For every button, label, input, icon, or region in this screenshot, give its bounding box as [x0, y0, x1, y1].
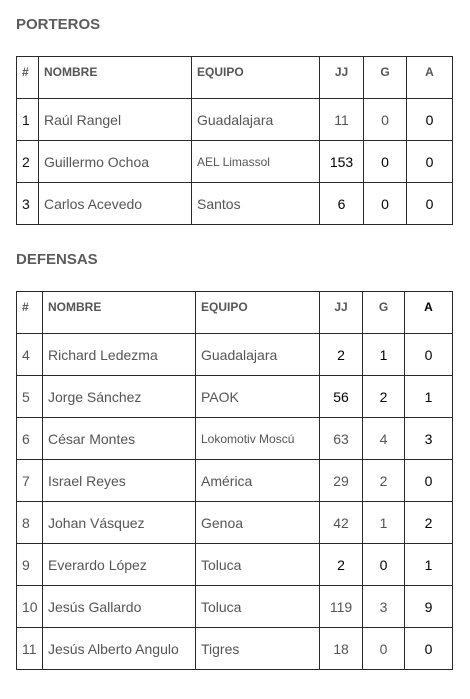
player-a: 3: [405, 418, 453, 460]
player-g: 4: [363, 418, 405, 460]
player-team: Guadalajara: [192, 99, 320, 141]
player-name: Everardo López: [43, 544, 196, 586]
player-team: Tigres: [196, 628, 320, 670]
player-number: 9: [17, 544, 43, 586]
header-jj: JJ: [320, 292, 363, 334]
player-jj: 153: [320, 141, 364, 183]
player-g: 1: [363, 334, 405, 376]
table-row: [17, 586, 453, 628]
player-number: 4: [17, 334, 43, 376]
player-a: 0: [405, 460, 453, 502]
player-team: Lokomotiv Moscú: [196, 418, 320, 460]
header-number: #: [17, 57, 39, 99]
table-row: [17, 183, 453, 225]
player-a: 9: [405, 586, 453, 628]
player-number: 8: [17, 502, 43, 544]
player-name: Jesús Alberto Angulo: [43, 628, 196, 670]
player-g: 0: [364, 141, 407, 183]
header-a: A: [405, 292, 453, 334]
table-row: [17, 460, 453, 502]
table-row: [17, 502, 453, 544]
player-jj: 2: [320, 334, 363, 376]
player-name: Guillermo Ochoa: [39, 141, 192, 183]
table-row: [17, 418, 453, 460]
player-name: Israel Reyes: [43, 460, 196, 502]
header-name: NOMBRE: [43, 292, 196, 334]
player-jj: 56: [320, 376, 363, 418]
player-team: PAOK: [196, 376, 320, 418]
section-title-porteros: PORTEROS: [16, 16, 101, 33]
player-a: 0: [407, 183, 453, 225]
header-team: EQUIPO: [192, 57, 320, 99]
player-g: 0: [364, 99, 407, 141]
header-number: #: [17, 292, 43, 334]
player-team: Toluca: [196, 544, 320, 586]
player-g: 0: [363, 628, 405, 670]
table-row: [17, 376, 453, 418]
player-g: 0: [363, 544, 405, 586]
player-name: Carlos Acevedo: [39, 183, 192, 225]
table-header-row: [17, 57, 453, 99]
header-name: NOMBRE: [39, 57, 192, 99]
table-row: [17, 99, 453, 141]
player-a: 1: [405, 544, 453, 586]
player-g: 1: [363, 502, 405, 544]
player-team: AEL Limassol: [192, 141, 320, 183]
player-a: 2: [405, 502, 453, 544]
player-jj: 119: [320, 586, 363, 628]
player-number: 2: [17, 141, 39, 183]
porteros-table: [16, 56, 453, 225]
player-number: 1: [17, 99, 39, 141]
player-a: 0: [407, 141, 453, 183]
player-team: Santos: [192, 183, 320, 225]
player-name: Jorge Sánchez: [43, 376, 196, 418]
player-team: Toluca: [196, 586, 320, 628]
player-name: Johan Vásquez: [43, 502, 196, 544]
player-jj: 6: [320, 183, 364, 225]
player-jj: 18: [320, 628, 363, 670]
player-name: Richard Ledezma: [43, 334, 196, 376]
table-row: [17, 334, 453, 376]
header-a: A: [407, 57, 453, 99]
section-title-defensas: DEFENSAS: [16, 251, 98, 268]
player-number: 3: [17, 183, 39, 225]
table-header-row: [17, 292, 453, 334]
player-a: 0: [407, 99, 453, 141]
player-number: 6: [17, 418, 43, 460]
player-number: 11: [17, 628, 43, 670]
player-team: Genoa: [196, 502, 320, 544]
player-number: 10: [17, 586, 43, 628]
player-a: 0: [405, 334, 453, 376]
player-g: 2: [363, 460, 405, 502]
table-row: [17, 628, 453, 670]
player-a: 1: [405, 376, 453, 418]
player-name: César Montes: [43, 418, 196, 460]
player-g: 0: [364, 183, 407, 225]
player-team: Guadalajara: [196, 334, 320, 376]
player-number: 5: [17, 376, 43, 418]
player-jj: 29: [320, 460, 363, 502]
header-team: EQUIPO: [196, 292, 320, 334]
player-jj: 42: [320, 502, 363, 544]
table-row: [17, 544, 453, 586]
player-g: 2: [363, 376, 405, 418]
player-a: 0: [405, 628, 453, 670]
header-g: G: [363, 292, 405, 334]
player-g: 3: [363, 586, 405, 628]
player-name: Jesús Gallardo: [43, 586, 196, 628]
table-row: [17, 141, 453, 183]
player-name: Raúl Rangel: [39, 99, 192, 141]
player-jj: 11: [320, 99, 364, 141]
header-g: G: [364, 57, 407, 99]
header-jj: JJ: [320, 57, 364, 99]
player-team: América: [196, 460, 320, 502]
player-number: 7: [17, 460, 43, 502]
player-jj: 2: [320, 544, 363, 586]
player-jj: 63: [320, 418, 363, 460]
defensas-table: [16, 291, 453, 670]
